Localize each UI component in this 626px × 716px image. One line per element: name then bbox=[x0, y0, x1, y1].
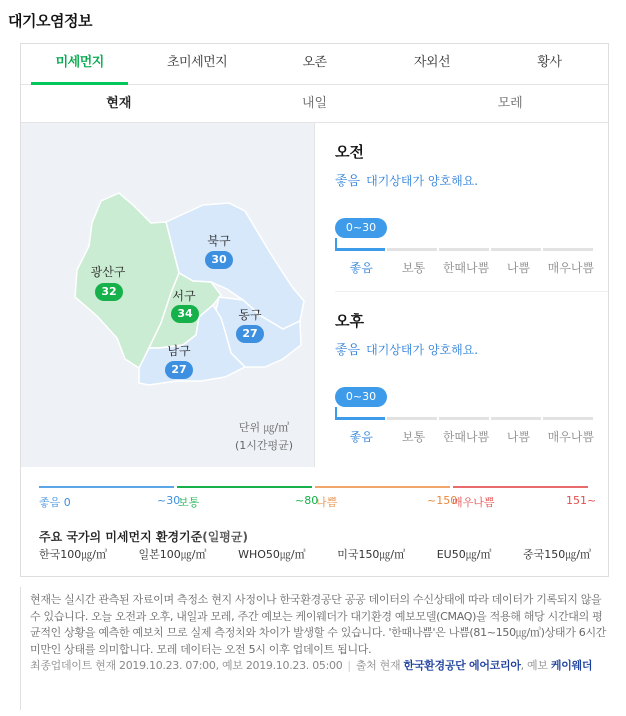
region-value-namgu[interactable]: 27 bbox=[165, 361, 193, 379]
legend-bar-good bbox=[39, 486, 174, 488]
level-normal: 보통 bbox=[402, 430, 426, 444]
forecast-am-grade: 좋음 bbox=[335, 174, 361, 189]
region-value-bukgu[interactable]: 30 bbox=[205, 251, 233, 269]
region-name-namgu: 남구 bbox=[167, 344, 191, 358]
scale-segment bbox=[543, 417, 593, 420]
forecast-pm-status bbox=[335, 339, 608, 358]
standard-eu: EU50㎍/㎥ bbox=[436, 548, 492, 561]
tab-pm25[interactable]: 초미세먼지 bbox=[166, 55, 228, 70]
region-name-donggu: 동구 bbox=[238, 308, 262, 322]
forecast-divider bbox=[335, 291, 608, 292]
tab-day-after[interactable]: 모레 bbox=[497, 96, 523, 111]
scale-segment bbox=[439, 248, 489, 251]
forecast-pm-title: 오후 bbox=[335, 312, 364, 330]
notes-section bbox=[20, 587, 609, 710]
tab-yellow-dust[interactable]: 황사 bbox=[537, 55, 562, 70]
legend-normal: 보통 bbox=[178, 496, 200, 509]
standards-title-text: 주요 국가의 미세먼지 환경기준 bbox=[39, 530, 203, 544]
scale-segment bbox=[491, 248, 541, 251]
scale-segment bbox=[491, 417, 541, 420]
scale-segment bbox=[439, 417, 489, 420]
level-good: 좋음 bbox=[349, 430, 373, 444]
forecast-am-range-pill: 0~30 bbox=[335, 218, 387, 238]
tab-ozone[interactable]: 오존 bbox=[302, 55, 327, 70]
forecast-pm-scale bbox=[335, 417, 595, 420]
legend-bad-end: ~150 bbox=[427, 494, 458, 507]
legend-bar-very-bad bbox=[453, 486, 588, 488]
region-map bbox=[21, 123, 315, 467]
tab-pm10[interactable]: 미세먼지 bbox=[21, 44, 138, 84]
source-link-kweather[interactable]: 케이웨더 bbox=[550, 659, 593, 672]
level-temp-bad: 한때나쁨 bbox=[442, 430, 490, 444]
legend-normal-end: ~80 bbox=[295, 494, 319, 507]
forecast-pm-pill-tail bbox=[335, 407, 337, 417]
scale-segment bbox=[387, 417, 437, 420]
level-normal: 보통 bbox=[402, 261, 426, 275]
last-updated: 최종업데이트 현재 2019.10.23. 07:00, 예보 2019.10.23. 05:00 bbox=[30, 659, 343, 672]
region-value-donggu[interactable]: 27 bbox=[236, 325, 264, 343]
forecast-pm-grade: 좋음 bbox=[335, 343, 361, 358]
legend-good-start: 좋음 0 bbox=[39, 496, 71, 509]
standard-korea: 한국100㎍/㎥ bbox=[39, 548, 107, 561]
forecast-pm bbox=[335, 310, 608, 444]
source-prefix: 출처 현재 bbox=[355, 659, 401, 672]
notes-description: 현재는 실시간 관측된 자료이며 측정소 현지 사정이나 한국환경공단 공공 데이터의 수신상태에 따라 데이터가 기록되지 않을 수 있습니다. 오늘 오전과 오후, 내일과 모레, 주간 예보는 케이웨더가 대기환경 예보모델(CMAQ)을 적용해 해당 시간대의 평균적인 상황을 예측한 예보치 므로 실제 측정치와 차이가 발생할 수 있습니다. '한때나쁨'은 나쁨(81~150㎍/㎥)상태가 6시간 미만인 상태를 의미합니다. 모레 데이터는 오전 5시 이후 업데이트 됩니다. bbox=[30, 593, 607, 656]
standards-list bbox=[39, 546, 591, 562]
scale-segment bbox=[543, 248, 593, 251]
region-name-bukgu: 북구 bbox=[207, 234, 231, 248]
grade-legend bbox=[39, 486, 597, 512]
level-very-bad: 매우나쁨 bbox=[547, 261, 595, 275]
forecast-am-pill-tail bbox=[335, 238, 337, 248]
legend-bars bbox=[39, 486, 591, 488]
legend-bar-bad bbox=[315, 486, 450, 488]
forecast-pm-range-pill: 0~30 bbox=[335, 387, 387, 407]
legend-bad: 나쁨 bbox=[316, 496, 338, 509]
forecast-am-title: 오전 bbox=[335, 143, 364, 161]
forecast-pm-message: 대기상태가 양호해요. bbox=[366, 343, 479, 357]
legend-good-end: ~30 bbox=[157, 494, 181, 507]
unit-label: 단위 ㎍/㎥ bbox=[238, 421, 290, 434]
forecast-am bbox=[335, 141, 608, 275]
standards-subtitle: (일평균) bbox=[202, 530, 248, 544]
level-temp-bad: 한때나쁨 bbox=[442, 261, 490, 275]
region-value-gwangsangu[interactable]: 32 bbox=[95, 283, 123, 301]
scale-segment bbox=[387, 248, 437, 251]
forecast-am-message: 대기상태가 양호해요. bbox=[366, 174, 479, 188]
standard-japan: 일본100㎍/㎥ bbox=[138, 548, 207, 561]
tab-uv[interactable]: 자외선 bbox=[413, 55, 451, 70]
unit-average-label: (1시간평균) bbox=[235, 439, 294, 452]
legend-bar-normal bbox=[177, 486, 312, 488]
legend-labels bbox=[39, 494, 597, 512]
air-quality-panel bbox=[20, 43, 609, 577]
level-very-bad: 매우나쁨 bbox=[547, 430, 595, 444]
forecast-pm-levels bbox=[335, 428, 597, 445]
page-title: 대기오염정보 bbox=[8, 12, 92, 30]
standard-who: WHO50㎍/㎥ bbox=[238, 548, 306, 561]
legend-very-bad: 매우나쁨 bbox=[452, 496, 495, 509]
tab-tomorrow[interactable]: 내일 bbox=[301, 96, 328, 111]
tab-now[interactable]: 현재 bbox=[106, 96, 132, 111]
scale-segment bbox=[335, 248, 385, 251]
meta-separator: | bbox=[347, 659, 351, 672]
notes-meta bbox=[30, 658, 609, 675]
forecast-am-scale bbox=[335, 248, 595, 251]
level-good: 좋음 bbox=[349, 261, 373, 275]
legend-very-bad-start: 151~ bbox=[566, 494, 597, 507]
region-name-gwangsangu: 광산구 bbox=[90, 265, 126, 279]
standards-title bbox=[39, 528, 248, 545]
source-link-airkorea[interactable]: 한국환경공단 에어코리아 bbox=[403, 659, 521, 672]
forecast-am-status bbox=[335, 170, 608, 189]
level-bad: 나쁨 bbox=[506, 261, 531, 275]
level-bad: 나쁨 bbox=[506, 430, 531, 444]
scale-segment bbox=[335, 417, 385, 420]
day-tabs bbox=[21, 86, 608, 123]
standard-china: 중국150㎍/㎥ bbox=[523, 548, 591, 561]
region-value-seogu[interactable]: 34 bbox=[171, 305, 199, 323]
map-unit bbox=[235, 419, 293, 455]
region-name-seogu: 서구 bbox=[172, 289, 196, 303]
forecast-am-levels bbox=[335, 259, 597, 276]
standard-usa: 미국150㎍/㎥ bbox=[337, 548, 406, 561]
pollutant-tabs bbox=[21, 44, 608, 85]
source-mid: , 예보 bbox=[520, 659, 548, 672]
